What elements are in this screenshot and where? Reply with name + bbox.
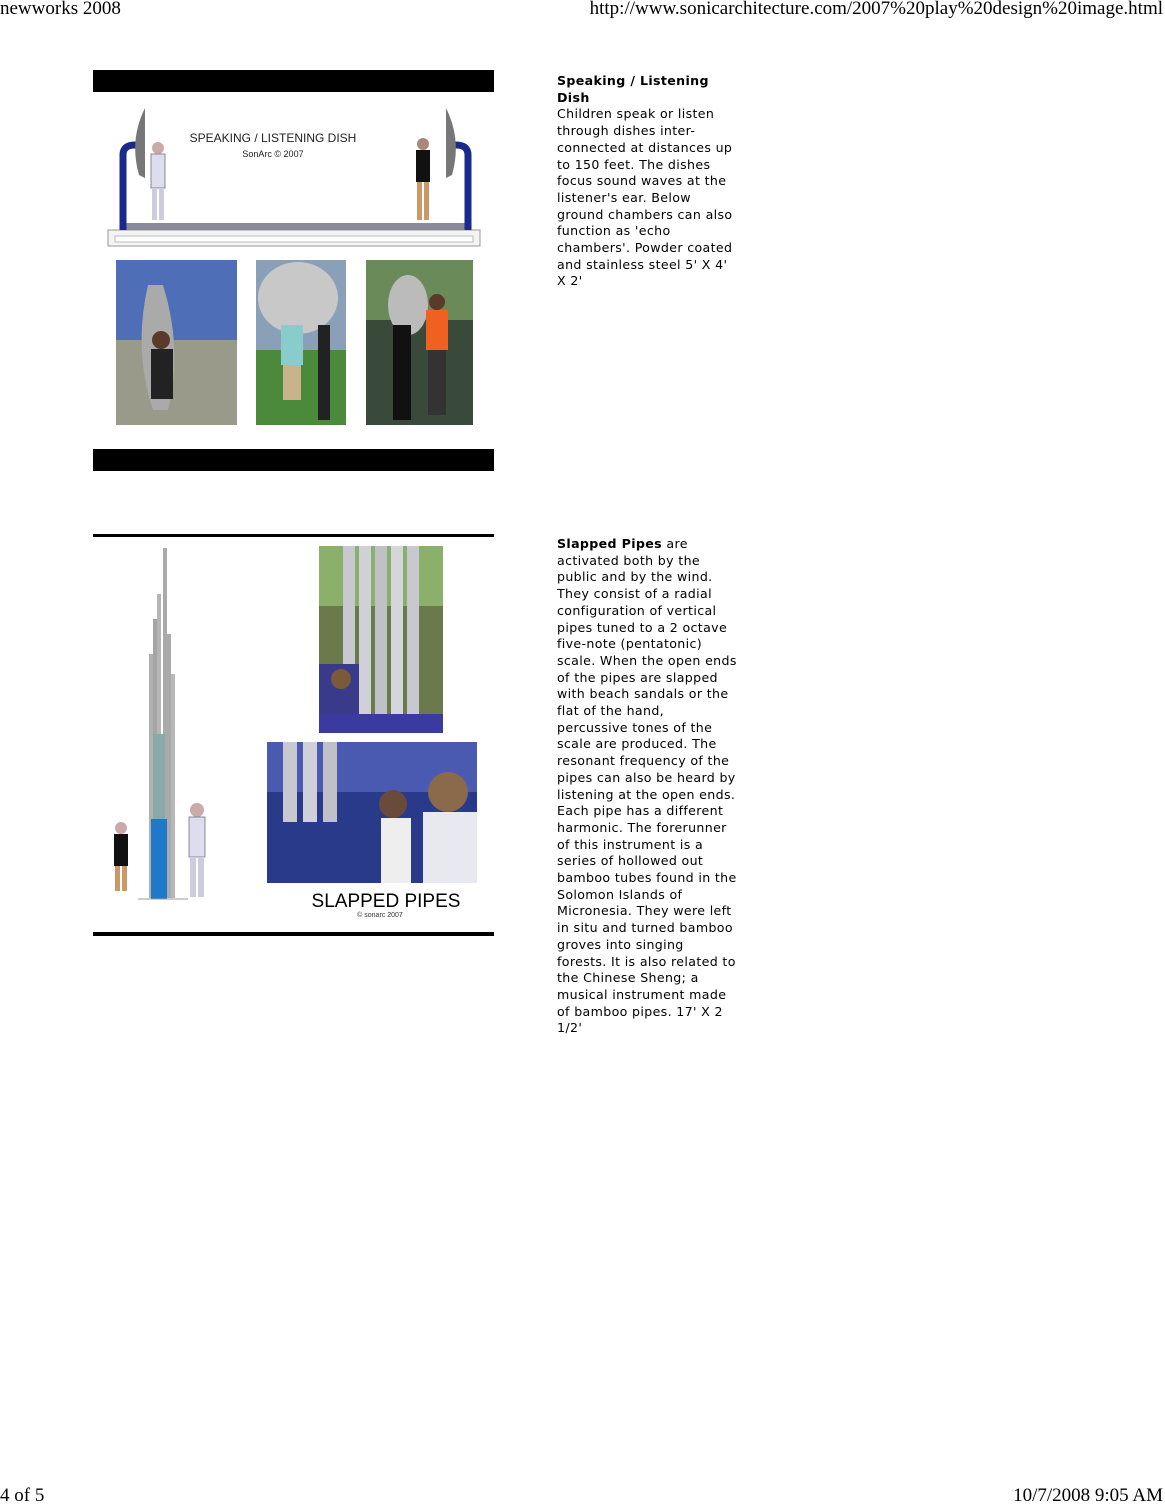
photo-dish-2 <box>256 260 346 425</box>
child-figure-right <box>416 138 430 220</box>
pipes-diagram <box>138 548 188 899</box>
speaking-dish-image <box>93 70 494 471</box>
diagram-title: SPEAKING / LISTENING DISH <box>189 131 357 145</box>
photo-dish-3 <box>366 260 473 425</box>
pipes-image-credit: © sonarc 2007 <box>357 912 403 919</box>
slapped-pipes-text: are activated both by the public and by the wind. They consist of a radial configuration of vertical pipes tuned to a 2 octave five-note (pentatonic) scale. When the open ends of the pipes are slapped with beach sandals or the flat of the hand, percussive tones of the scale are produced. The resonant frequency of the pipes can also be heard by listening at the open ends. Each pipe has a different harmonic. The forerunner of this instrument is a series of hollowed out bamboo tubes found in the Solomon Islands of Micronesia. They were left in situ and turned bamboo groves into singing forests. It is also related to the Chinese Sheng; a musical instrument made of bamboo pipes. 17' X 2 1/2' <box>557 536 737 1036</box>
diagram-credit: SonArc © 2007 <box>242 149 304 159</box>
page-footer-timestamp: 10/7/2008 9:05 AM <box>1013 1485 1163 1506</box>
child-figure-left <box>151 142 165 220</box>
photo-pipes-1 <box>319 546 443 733</box>
speaking-dish-description <box>557 73 737 290</box>
photo-dish-1 <box>116 260 237 425</box>
page-footer-count: 4 of 5 <box>0 1485 45 1506</box>
slapped-pipes-description <box>557 536 737 1037</box>
child-figure-left <box>114 822 128 891</box>
photo-pipes-2 <box>267 742 477 883</box>
speaking-dish-title: Speaking / Listening Dish <box>557 73 709 105</box>
speaking-dish-text: Children speak or listen through dishes inter-connected at distances up to 150 feet. The dishes focus sound waves at the listener's ear. Below ground chambers can also function as 'echo chambers'. Powder coated and stainless steel 5' X 4' X 2' <box>557 106 733 289</box>
pipes-image-title: SLAPPED PIPES <box>311 891 461 912</box>
child-figure-right <box>189 803 205 897</box>
page-header-url[interactable]: http://www.sonicarchitecture.com/2007%20play%20design%20image.html <box>589 0 1163 19</box>
slapped-pipes-title: Slapped Pipes <box>557 536 663 551</box>
slapped-pipes-image <box>93 534 494 936</box>
page-header-title: newworks 2008 <box>0 0 121 19</box>
